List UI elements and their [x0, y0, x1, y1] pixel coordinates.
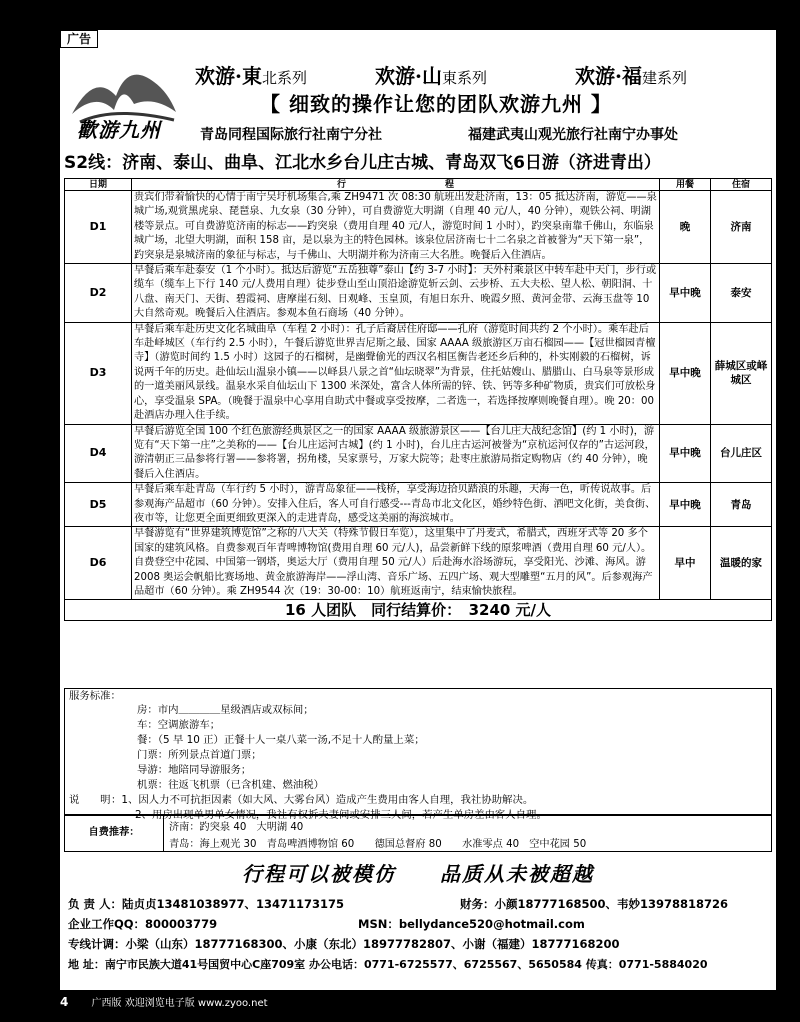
- motto: 行程可以被模仿 品质从未被超越: [242, 862, 594, 886]
- header-itinerary: 行 程: [132, 179, 660, 191]
- series-shandong: 欢游·山東系列: [375, 64, 487, 88]
- self-pay-qingdao: 青岛：海上观光 30 青岛啤酒博物馆 60 德国总督府 80 水准零点 40 空中花园 50: [169, 839, 587, 850]
- contact-msn: MSN：bellydance520@hotmail.com: [358, 917, 585, 931]
- table-row: D1 贵宾们带着愉快的心情于南宁吴圩机场集合,乘 ZH9471 次 08:30 航班出发赴济南，13：05 抵达济南，游览——泉城广场,观赏黑虎泉、琵琶泉、九女泉（30 分钟），可自费游览大明湖（自理 40 元/人，40 分钟），观铁公祠、明湖楼等景点。可自费游览济南的标志——趵突泉（费用自理 40 元/人，游览时间 1 小时），趵突泉南靠千佛山，东临泉城广场，北望大明湖，面积 158 亩，是以泉为主的特色园林。该泉位居济南七十二名泉之首被誉为“天下第一泉”，趵突泉是泉城济南的象征与标志，与千佛山、大明湖并称为济南三大名胜。晚餐后入住酒店。 晚 济南: [65, 191, 772, 264]
- series-fujian: 欢游·福建系列: [575, 64, 687, 88]
- itinerary-table: [64, 178, 772, 621]
- service-item: 车：空调旅游车；: [137, 719, 221, 731]
- table-row: D4 早餐后游览全国 100 个红色旅游经典景区之一的国家 AAAA 级旅游景区——【台儿庄大战纪念馆】(约 1 小时)，游览有“天下第一庄”之美称的——【台儿庄运河古城】(约 1 小时)，台儿庄古运河被誉为“京杭运河仅存的”古运河段，游清朝正三品参将行署——参将署，拐角楼，吴家票号，万家大院等；赴枣庄旅游局指定购物店（约 40 分钟），晚餐后入住酒店。 早中晚 台儿庄区: [65, 424, 772, 483]
- self-pay-jinan: 济南：趵突泉 40 大明湖 40: [169, 822, 304, 833]
- contact-address: 地 址：南宁市民族大道41号国贸中心C座709室 办公电话：0771-6725577、6725567、5650584 传真：0771-5884020: [68, 958, 708, 971]
- table-row: D2 早餐后乘车赴泰安（1 个小时）。抵达后游览“五岳独尊”泰山【约 3-7 小时】：天外村乘景区中转车赴中天门，步行或缆车（缆车上下行 140 元/人费用自理）徒步登山至山顶沿途游览斩云剑、云步桥、五大夫松、望人松、朝阳洞、十八盘、南天门、天街、碧霞祠、唐摩崖石刻、日观峰、玉皇顶，有旭日东升、晚霞夕照、黄河金带、云海玉盘等 10 大自然奇观。晚餐后入住酒店。参观本鱼石商场（40 分钟）。 早中晚 泰安: [65, 264, 772, 323]
- service-title: 服务标准：: [69, 690, 121, 702]
- service-standards: [64, 688, 772, 821]
- note-item: ：1、因人力不可抗拒因素（如大风、大雾台风）造成产生费用由客人自理，我社协助解决。: [111, 794, 534, 806]
- table-row: D5 早餐后乘车赴青岛（车行约 5 小时），游青岛象征——栈桥，享受海边拾贝踏浪的乐趣，天海一色，听传说故事。后参观海产品超市（60 分钟）。安排入住后，客人可自行感受---青岛市北文化区，婚纱特色街、酒吧文化街，美食街、夜市等，让您更全面更细致更深入的走进青岛，感受这美丽的海滨城市。 早中晚 青岛: [65, 483, 772, 527]
- agency-wuyishan: 福建武夷山观光旅行社南宁办事处: [468, 127, 678, 143]
- self-pay-recommendations: [64, 814, 772, 852]
- contact-finance: 财务：小颜18777168500、韦妙13978818726: [460, 897, 729, 911]
- service-item: 导游：地陪同导游服务；: [137, 764, 252, 776]
- service-item: 房：市内＿＿＿＿星级酒店或双标间；: [137, 704, 314, 716]
- table-header-row: [65, 179, 772, 191]
- footer-brand: 广西版: [91, 998, 122, 1009]
- page-number: 4: [60, 995, 69, 1009]
- note-label: 说 明: [69, 794, 111, 806]
- footer: [60, 994, 268, 1009]
- service-item: 机票：往返飞机票（已含机建、燃油税）: [137, 779, 325, 791]
- footer-site: 欢迎浏览电子版 www.zyoo.net: [124, 998, 268, 1009]
- logo-text: 歡游九州: [77, 118, 161, 142]
- series-northeast: 欢游·東北系列: [195, 64, 307, 88]
- ad-tag: 广告: [60, 30, 98, 48]
- table-row: D3 早餐后乘车赴历史文化名城曲阜（车程 2 小时）：孔子后裔居住府邸——孔府（游览时间共约 2 个小时）。乘车赴后车赴峄城区（车行约 2.5 小时），午餐后游览世界吉尼斯之最、国家 AAAA 级旅游区万亩石榴园——【冠世榴园青檀寺】（游览时间约 1.5 小时）这园子的石榴树，是幽聲偷光的西汉名相匡衡告老还乡后种的，朴实刚毅的石榴树，诉说两千年的历史。赴仙坛山温泉小镇——以峄县八景之首“仙坛晓翠”为背景，住托姑嫂山、腊腊山、白马泉等景形成的一道美丽风景线。温泉水采自仙坛山下 1300 米深处，富含人体所需的锌、铁、钙等多种矿物质，贵宾们可放松身心，享受温泉 SPA。（晚餐于温泉中心享用自助式中餐或享受按摩，二者选一，若选择按摩则晚餐自理）。晚 20：00 赴酒店办理入住手续。 早中晚 薛城区或峄城区: [65, 322, 772, 424]
- header-meal: 用餐: [660, 179, 711, 191]
- table-row: D6 早餐游览有“世界建筑博览馆”之称的八大关（特殊节假日车览），这里集中了丹麦式，希腊式，西班牙式等 20 多个国家的建筑风格。自费参观百年青啤博物馆(费用自理 60 元/人)，品尝新鲜下线的原浆啤酒（费用自理 60 元/人）。自费登空中花园、中国第一钢塔，奥运大厅（费用自理 50 元/人）后赴海水浴场游玩，享受阳光、沙滩、海风。游 2008 奥运会帆船比赛场地、黄金旅游海岸——浮山湾、音乐广场、五四广场、观大型雕塑“五月的风”。后参观海产品超市（60 分钟）。乘 ZH9544 次（19：30-00：10）航班返南宁，结束愉快旅程。 早中 温暖的家: [65, 527, 772, 600]
- total-price-row: [65, 600, 772, 621]
- route-title: S2线：济南、泰山、曲阜、江北水乡台儿庄古城、青岛双飞6日游（济进青出）: [64, 153, 661, 173]
- contact-manager: 负 责 人：陆贞贞13481038977、13471173175: [68, 897, 345, 911]
- slogan: 【 细致的操作让您的团队欢游九州 】: [260, 92, 612, 116]
- agency-qingdao: 青岛同程国际旅行社南宁分社: [200, 127, 382, 143]
- header-stay: 住宿: [711, 179, 772, 191]
- service-item: 门票：所列景点首道门票；: [137, 749, 262, 761]
- advertisement-page: [60, 30, 776, 990]
- note-item: 2、用房出现单男单女情况，我社有权拆夫妻间或安排三人间，若产生单房差由客人自理。: [135, 809, 547, 821]
- self-pay-label: 自费推荐：: [65, 815, 164, 851]
- total-price: 16 人团队 同行结算价： 3240 元/人: [65, 600, 772, 621]
- contact-planners: 专线计调：小梁（山东）18777168300、小康（东北）18977782807、小谢（福建）18777168200: [68, 937, 620, 951]
- contact-qq: 企业工作QQ：800003779: [68, 917, 218, 931]
- service-item: 餐：（5 早 10 正）正餐十人一桌八菜一汤,不足十人酌量上菜；: [137, 734, 425, 746]
- header-day: 日期: [65, 179, 132, 191]
